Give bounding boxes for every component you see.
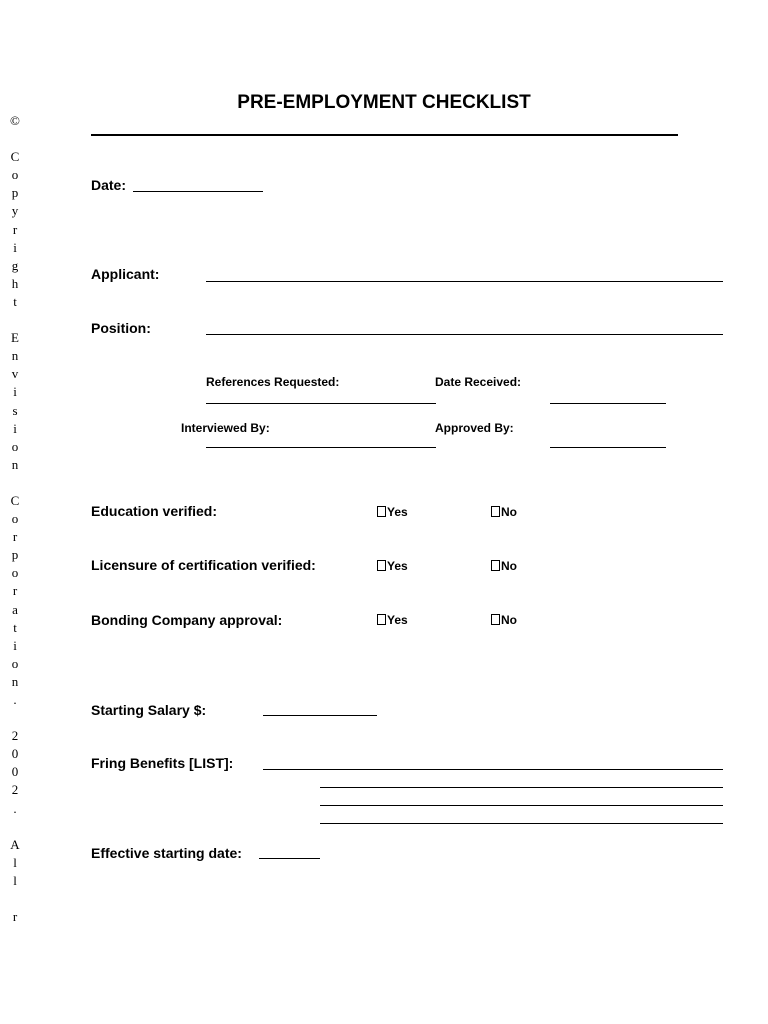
check-no-licensure[interactable]: No xyxy=(491,559,517,573)
check-no-bonding[interactable]: No xyxy=(491,613,517,627)
fringe-benefits-field-line-3[interactable] xyxy=(320,805,723,806)
effective-date-label: Effective starting date: xyxy=(91,845,242,861)
checkbox-icon[interactable] xyxy=(491,506,500,517)
check-no-education[interactable]: No xyxy=(491,505,517,519)
starting-salary-field-line[interactable] xyxy=(263,715,377,716)
date-received-label: Date Received: xyxy=(435,375,522,389)
page-title: PRE-EMPLOYMENT CHECKLIST xyxy=(237,92,531,113)
checkbox-icon[interactable] xyxy=(377,614,386,625)
approved-by-field-line[interactable] xyxy=(550,447,666,448)
checkbox-icon[interactable] xyxy=(491,560,500,571)
date-received-field-line[interactable] xyxy=(550,403,666,404)
check-label-bonding: Bonding Company approval: xyxy=(91,612,283,628)
references-requested-field-line[interactable] xyxy=(206,403,436,404)
approved-by-label: Approved By: xyxy=(435,421,514,435)
check-label-licensure: Licensure of certification verified: xyxy=(91,557,316,573)
interviewed-by-label: Interviewed By: xyxy=(181,421,270,435)
position-field-line[interactable] xyxy=(206,334,723,335)
check-yes-bonding[interactable]: Yes xyxy=(377,613,408,627)
references-requested-label: References Requested: xyxy=(206,375,340,389)
checkbox-icon[interactable] xyxy=(377,506,386,517)
check-label-education: Education verified: xyxy=(91,503,218,519)
fringe-benefits-label: Fring Benefits [LIST]: xyxy=(91,755,234,771)
position-label: Position: xyxy=(91,320,151,336)
interviewed-by-field-line[interactable] xyxy=(206,447,436,448)
fringe-benefits-field-line-1[interactable] xyxy=(263,769,723,770)
applicant-label: Applicant: xyxy=(91,266,160,282)
check-yes-licensure[interactable]: Yes xyxy=(377,559,408,573)
checkbox-icon[interactable] xyxy=(491,614,500,625)
date-field-line[interactable] xyxy=(133,191,263,192)
applicant-field-line[interactable] xyxy=(206,281,723,282)
date-label: Date: xyxy=(91,177,127,193)
starting-salary-label: Starting Salary $: xyxy=(91,702,207,718)
title-divider xyxy=(91,134,678,136)
check-yes-education[interactable]: Yes xyxy=(377,505,408,519)
checkbox-icon[interactable] xyxy=(377,560,386,571)
fringe-benefits-field-line-4[interactable] xyxy=(320,823,723,824)
effective-date-field-line[interactable] xyxy=(259,858,320,859)
fringe-benefits-field-line-2[interactable] xyxy=(320,787,723,788)
copyright-vertical-text: © C o p y r i g h t E n v i s i o n C o r p o r a t i o n . 2 0 0 2 . A l l r xyxy=(10,113,20,925)
